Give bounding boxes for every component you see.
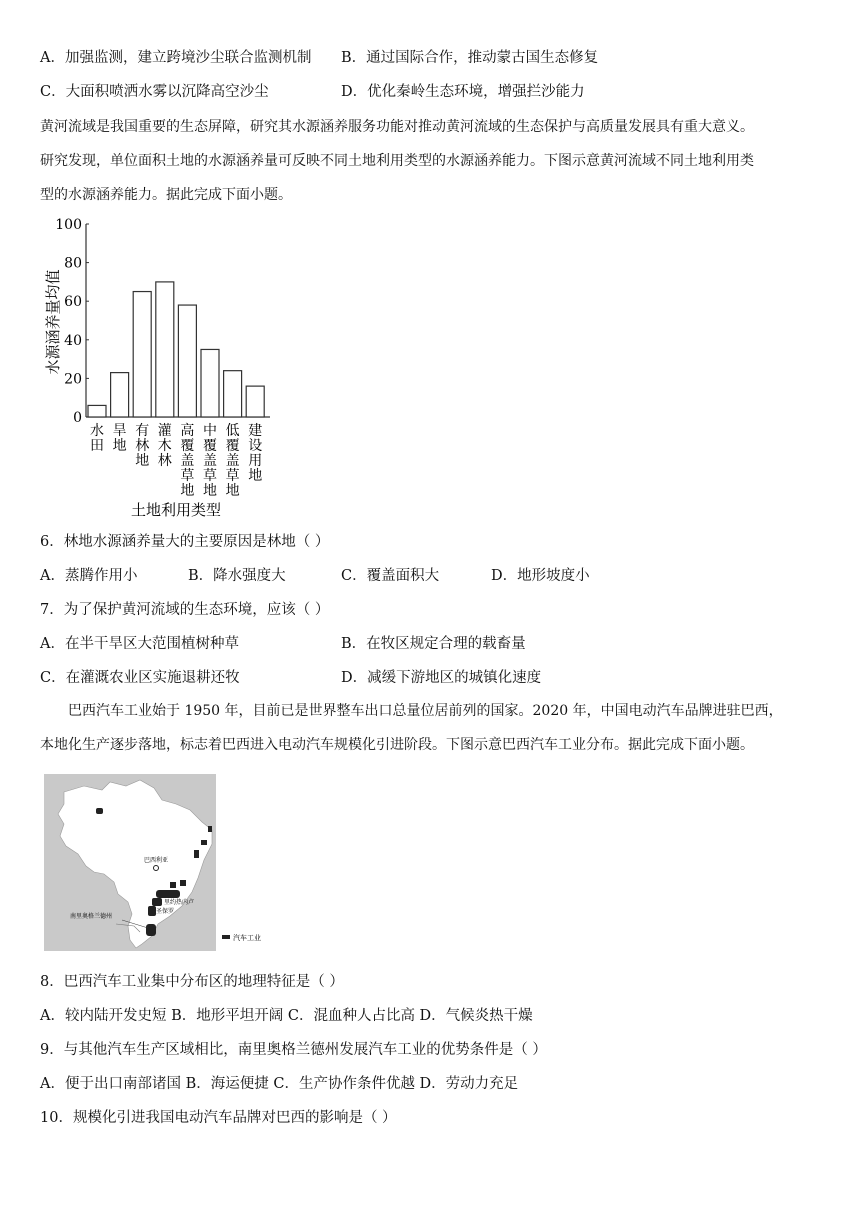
industry-mark xyxy=(148,906,156,916)
industry-mark xyxy=(152,898,162,906)
x-tick-label: 中覆盖草地 xyxy=(203,423,217,499)
passage1-line-1: 黄河流域是我国重要的生态屏障，研究其水源涵养服务功能对推动黄河流域的生态保护与高质量发展具有重大意义。 xyxy=(40,119,754,135)
prev-option-b: B．通过国际合作，推动蒙古国生态修复 xyxy=(341,50,599,66)
q7-option-a: A．在半干旱区大范围植树种草 xyxy=(40,636,239,652)
bar-7 xyxy=(246,386,264,417)
q6-option-d: D．地形坡度小 xyxy=(491,568,590,584)
x-tick-label: 高覆盖草地 xyxy=(180,423,195,499)
question-10-stem: 10．规模化引进我国电动汽车品牌对巴西的影响是（ ） xyxy=(40,1110,397,1126)
brazil-auto-industry-map xyxy=(44,774,276,952)
x-tick-label: 水田 xyxy=(90,423,104,454)
question-6-options xyxy=(40,566,830,586)
x-tick-label: 建设用地 xyxy=(248,423,263,484)
industry-mark xyxy=(96,808,103,814)
q7-option-b: B．在牧区规定合理的载畜量 xyxy=(341,636,526,652)
question-8-options: A．较内陆开发史短 B．地形平坦开阔 C．混血种人占比高 D．气候炎热干燥 xyxy=(40,1008,533,1024)
passage-yellow-river xyxy=(40,110,830,212)
prev-option-a: A．加强监测，建立跨境沙尘联合监测机制 xyxy=(40,50,312,66)
q6-option-a: A．蒸腾作用小 xyxy=(40,568,138,584)
question-8-stem: 8．巴西汽车工业集中分布区的地理特征是（ ） xyxy=(40,974,344,990)
prev-option-d: D．优化秦岭生态环境，增强拦沙能力 xyxy=(341,84,585,100)
industry-mark xyxy=(201,840,207,845)
bar-5 xyxy=(201,349,219,417)
q6-option-c: C．覆盖面积大 xyxy=(341,568,440,584)
passage1-line-2: 研究发现，单位面积土地的水源涵养量可反映不同土地利用类型的水源涵养能力。下图示意黄河流域不同土地利用类 xyxy=(40,153,754,169)
bar-1 xyxy=(111,373,129,417)
question-7-options-row-1 xyxy=(40,634,526,654)
x-tick-label: 旱地 xyxy=(112,423,127,454)
q6-option-b: B．降水强度大 xyxy=(188,568,286,584)
x-tick-label: 低覆盖草地 xyxy=(225,423,240,499)
q7-option-c: C．在灌溉农业区实施退耕还牧 xyxy=(40,670,240,686)
map-label-rio: 里约热内卢 xyxy=(164,899,195,906)
y-tick-label: 40 xyxy=(64,332,82,349)
x-axis-ticks xyxy=(90,422,262,499)
industry-mark xyxy=(194,850,199,858)
x-tick-label: 灌木林 xyxy=(157,423,172,469)
passage2-line-2: 本地化生产逐步落地，标志着巴西进入电动汽车规模化引进阶段。下图示意巴西汽车工业分布。据此完成下面小题。 xyxy=(40,737,754,753)
x-axis-label: 土地利用类型 xyxy=(130,501,222,519)
y-tick-label: 60 xyxy=(64,294,82,311)
question-9-stem: 9．与其他汽车生产区域相比，南里奥格兰德州发展汽车工业的优势条件是（ ） xyxy=(40,1042,547,1058)
passage-brazil-auto xyxy=(40,694,830,762)
industry-mark xyxy=(170,882,176,888)
map-label-rio-grande: 南里奥格兰德州 xyxy=(70,913,113,920)
bar-3 xyxy=(156,282,174,417)
prev-option-c: C．大面积喷洒水雾以沉降高空沙尘 xyxy=(40,84,269,100)
prev-options-row-2 xyxy=(40,82,585,102)
legend-label: 汽车工业 xyxy=(233,934,261,942)
bar-6 xyxy=(224,371,242,417)
y-tick-label: 20 xyxy=(64,371,82,388)
question-7-options-row-2 xyxy=(40,668,542,688)
water-conservation-bar-chart xyxy=(40,212,280,522)
bar-4 xyxy=(178,305,196,417)
x-tick-label: 有林地 xyxy=(135,423,150,469)
map-label-capital: 巴西利亚 xyxy=(144,857,169,864)
capital-point xyxy=(154,866,159,871)
prev-options-row-1 xyxy=(40,48,599,68)
y-tick-label: 0 xyxy=(73,410,82,426)
bar-0 xyxy=(88,405,106,417)
y-tick-label: 80 xyxy=(64,255,82,272)
passage1-line-3: 型的水源涵养能力。据此完成下面小题。 xyxy=(40,187,292,203)
y-axis-label: 水源涵养量均值 xyxy=(44,269,62,375)
q7-option-d: D．减缓下游地区的城镇化速度 xyxy=(341,670,542,686)
passage2-line-1: 巴西汽车工业始于 1950 年，目前已是世界整车出口总量位居前列的国家。2020 年，中国电动汽车品牌进驻巴西， xyxy=(68,703,783,719)
question-7-stem: 7．为了保护黄河流域的生态环境，应该（ ） xyxy=(40,602,330,618)
industry-mark xyxy=(156,890,180,898)
y-tick-label: 100 xyxy=(55,217,82,233)
industry-mark xyxy=(208,826,212,832)
question-9-options: A．便于出口南部诸国 B．海运便捷 C．生产协作条件优越 D．劳动力充足 xyxy=(40,1076,519,1092)
legend-swatch xyxy=(222,935,230,939)
map-label-sao-paulo: 圣保罗 xyxy=(156,908,175,915)
industry-mark xyxy=(146,924,156,936)
industry-mark xyxy=(180,880,186,886)
bar-2 xyxy=(133,292,151,417)
question-6-stem: 6．林地水源涵养量大的主要原因是林地（ ） xyxy=(40,534,330,550)
bars xyxy=(88,282,264,417)
